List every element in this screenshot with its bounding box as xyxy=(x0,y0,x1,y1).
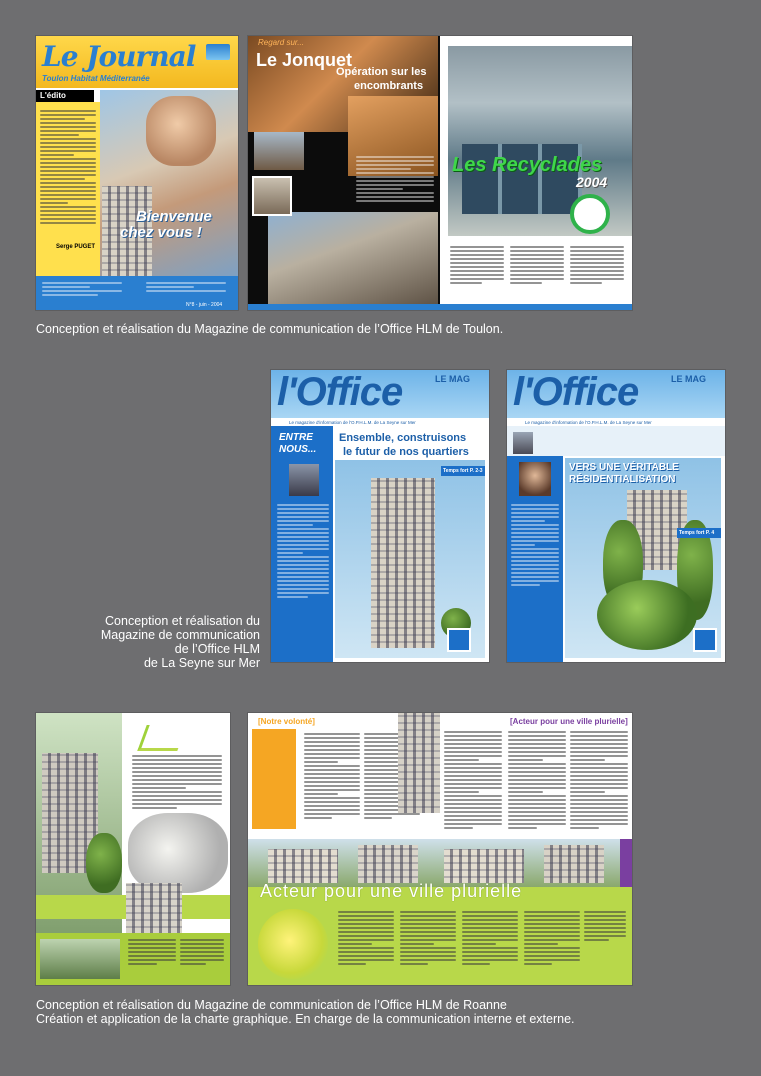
roanne-cover-text xyxy=(132,755,222,811)
roanne-bottom-text-1 xyxy=(338,911,394,967)
toulon-headline-2: chez vous ! xyxy=(120,224,202,241)
seyne1-column-text xyxy=(277,504,329,600)
seyne-cover-2 xyxy=(507,370,725,662)
toulon-edito-label: L'édito xyxy=(36,90,94,102)
seyne2-headline-1: VERS UNE VÉRITABLE xyxy=(569,462,679,473)
roanne-right-text-1 xyxy=(444,731,502,831)
seyne2-bush xyxy=(597,580,697,650)
seyne1-mag: LE MAG xyxy=(435,374,470,384)
seyne2-topbar xyxy=(507,426,725,456)
seyne1-logo-icon xyxy=(447,628,471,652)
toulon-signature: Serge PUGET xyxy=(56,244,96,250)
toulon-headline-1: Bienvenue xyxy=(136,208,212,225)
roanne-cover-bottom-photo xyxy=(40,939,120,979)
roanne-bottom-text-2 xyxy=(400,911,456,967)
toulon-spread-footer xyxy=(248,304,632,310)
roanne-big-title: Acteur pour une ville plurielle xyxy=(260,881,523,901)
caption-seyne-line-3: de l’Office HLM xyxy=(174,642,260,656)
seyne2-portrait xyxy=(519,462,551,496)
toulon-recycl-title: Les Recyclades xyxy=(452,154,603,176)
caption-seyne xyxy=(60,614,260,670)
seyne1-entre: ENTRE xyxy=(279,432,313,443)
seyne2-tagline: Le magazine d'information de l'O.P.H.L.M. de La Seyne sur Mer xyxy=(525,420,652,425)
roanne-cover-faces xyxy=(128,813,228,893)
seyne1-nous: NOUS... xyxy=(279,444,317,455)
seyne2-title: l'Office xyxy=(513,370,639,414)
roanne-strip-building-3 xyxy=(444,849,524,883)
seyne1-headline-1: Ensemble, construisons xyxy=(339,432,467,444)
seyne2-headline-2: RÉSIDENTIALISATION xyxy=(569,474,676,485)
caption-toulon: Conception et réalisation du Magazine de communication de l’Office HLM de Toulon. xyxy=(36,322,504,336)
seyne1-tagline: Le magazine d'information de l'O.P.H.L.M. de La Seyne sur Mer xyxy=(289,420,416,425)
roanne-bottom-text-3 xyxy=(462,911,518,967)
seyne2-temps-fort: Temps fort P. 4 xyxy=(677,528,721,538)
toulon-spread-right-text-1 xyxy=(450,246,504,286)
roanne-cover xyxy=(36,713,230,985)
roanne-flower-photo xyxy=(258,909,328,979)
roanne-left-building xyxy=(398,713,440,813)
roanne-cover-logo-icon xyxy=(137,725,186,751)
toulon-spread-right-text-3 xyxy=(570,246,624,286)
toulon-spread-text xyxy=(356,156,434,204)
caption-roanne-line-1: Conception et réalisation du Magazine de communication de l’Office HLM de Roanne xyxy=(36,998,507,1012)
caption-roanne-line-2: Création et application de la charte graphique. En charge de la communication interne et externe. xyxy=(36,1012,575,1026)
roanne-cover-bottom-text-2 xyxy=(180,939,224,967)
roanne-left-header: [Notre volonté] xyxy=(258,717,315,726)
roanne-left-text-1 xyxy=(304,733,360,821)
roanne-right-header: [Acteur pour une ville plurielle] xyxy=(510,717,628,726)
toulon-recycl-year: 2004 xyxy=(576,174,608,190)
caption-seyne-line-4: de La Seyne sur Mer xyxy=(143,656,260,670)
seyne2-column-text xyxy=(511,504,559,588)
toulon-edito-text xyxy=(40,110,96,226)
toulon-people-photo xyxy=(146,96,216,166)
recycle-icon xyxy=(570,194,610,234)
toulon-logo-icon xyxy=(206,44,230,60)
roanne-strip-building-4 xyxy=(544,845,604,883)
toulon-spread-title: Le Jonquet xyxy=(256,50,353,70)
roanne-right-text-2 xyxy=(508,731,566,831)
caption-seyne-line-2: Magazine de communication xyxy=(100,628,260,642)
roanne-cover-bottom-text xyxy=(128,939,176,967)
toulon-spread-photo-mid xyxy=(254,132,304,170)
seyne1-title: l'Office xyxy=(277,370,403,414)
seyne1-temps-fort: Temps fort P. 2-3 xyxy=(441,466,485,476)
seyne2-top-portrait xyxy=(513,432,533,454)
roanne-purple-accent xyxy=(620,839,632,887)
seyne-cover-1 xyxy=(271,370,489,662)
seyne1-building xyxy=(371,478,435,648)
roanne-orange-block xyxy=(252,729,296,829)
toulon-spread-section: Regard sur... xyxy=(258,38,304,47)
roanne-spread xyxy=(248,713,632,985)
toulon-issue: N°8 - juin - 2004 xyxy=(186,302,223,308)
roanne-cover-building-2 xyxy=(126,883,182,933)
seyne2-logo-icon xyxy=(693,628,717,652)
toulon-spread-subtitle-1: Opération sur les xyxy=(336,66,427,78)
toulon-cover xyxy=(36,36,238,310)
seyne1-portrait xyxy=(289,464,319,496)
roanne-cover-tree xyxy=(86,833,122,893)
toulon-bottom-text-2 xyxy=(146,282,226,294)
seyne2-mag: LE MAG xyxy=(671,374,706,384)
toulon-subtitle: Toulon Habitat Méditerranée xyxy=(42,74,150,83)
roanne-bottom-text-4 xyxy=(524,911,580,967)
roanne-right-text-3 xyxy=(570,731,628,831)
roanne-bottom-text-5 xyxy=(584,911,626,943)
toulon-spread-subtitle-2: encombrants xyxy=(354,80,424,92)
toulon-spread xyxy=(248,36,632,310)
toulon-spread-photo-bottom xyxy=(268,212,438,306)
roanne-strip-building-1 xyxy=(268,849,338,883)
toulon-spread-right-text-2 xyxy=(510,246,564,286)
toulon-masthead: Le Journal xyxy=(42,40,196,73)
seyne1-headline-2: le futur de nos quartiers xyxy=(343,446,469,458)
caption-seyne-line-1: Conception et réalisation du xyxy=(105,614,260,628)
toulon-spread-photo-small xyxy=(252,176,292,216)
toulon-bottom-text xyxy=(42,282,122,298)
roanne-strip-building-2 xyxy=(358,845,418,883)
